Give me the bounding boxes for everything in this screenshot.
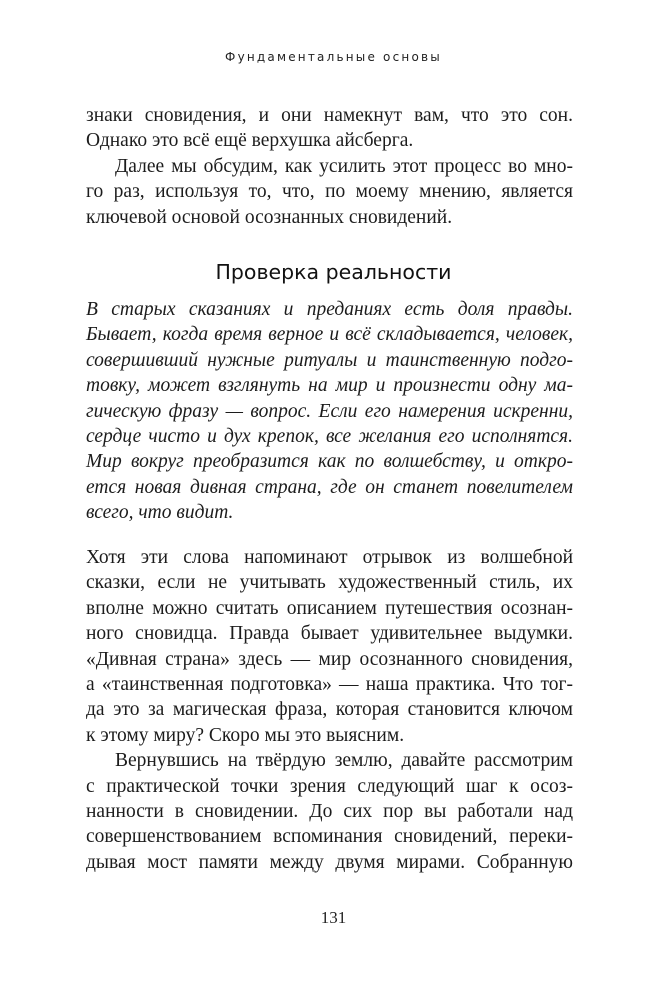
text-line: Однако это всё ещё верхушка айсберга. [86, 130, 414, 152]
epigraph-line: В старых сказаниях и преданиях есть доля правды. [86, 299, 573, 320]
text-line: Далее мы обсудим, как усилить этот процесс во мно- [115, 155, 573, 177]
epigraph-line: ется новая дивная страна, где он станет повелителем [86, 476, 573, 498]
epigraph [86, 297, 573, 526]
text-line: дывая мост памяти между двумя мирами. Собранную [86, 851, 573, 873]
epigraph-line: Мир вокруг преобразится как по волшебству, и откро- [86, 451, 573, 473]
text-line: ключевой основой осознанных сновидений. [86, 206, 453, 228]
page-number: 131 [320, 908, 347, 927]
text-line: Вернувшись на твёрдую землю, давайте рассмотрим [115, 750, 573, 772]
text-line: го раз, используя то, что, по моему мнению, является [86, 181, 573, 203]
epigraph-line: гическую фразу — вопрос. Если его намерения искренни, [86, 400, 573, 422]
text-line: с практической точки зрения следующий шаг к осоз- [86, 775, 573, 797]
epigraph-line: Бывает, когда время верное и всё складывается, человек, [86, 324, 573, 346]
epigraph-line: всего, что видит. [86, 502, 234, 524]
text-line: Хотя эти слова напоминают отрывок из волшебной [86, 547, 573, 568]
text-line: нанности в сновидении. До сих пор вы работали над [86, 801, 573, 823]
body-paragraphs [86, 545, 573, 875]
text-line: а «таинственная подготовка» — наша практика. Что тог- [86, 674, 573, 696]
text-line: к этому миру? Скоро мы это выясним. [86, 724, 405, 746]
text-line: «Дивная страна» здесь — мир осознанного сновидения, [86, 648, 573, 670]
running-header: Фундаментальные основы [225, 50, 442, 64]
text-line: сказки, если не учитывать художественный стиль, их [86, 572, 573, 594]
text-line: ного сновидца. Правда бывает удивительнее выдумки. [86, 623, 573, 645]
epigraph-line: сердце чисто и дух крепок, все желания его исполнятся. [86, 426, 573, 448]
text-line: вполне можно считать описанием путешествия осознан- [86, 597, 573, 619]
section-heading: Проверка реальности [215, 260, 452, 284]
epigraph-line: товку, может взглянуть на мир и произнести одну ма- [86, 375, 573, 397]
epigraph-line: совершивший нужные ритуалы и таинственную подго- [86, 349, 573, 371]
intro-paragraphs [86, 103, 573, 230]
text-line: совершенствованием вспоминания сновидений, переки- [86, 826, 573, 848]
text-line: да это за магическая фраза, которая становится ключом [86, 699, 573, 721]
text-line: знаки сновидения, и они намекнут вам, что это сон. [86, 105, 573, 126]
